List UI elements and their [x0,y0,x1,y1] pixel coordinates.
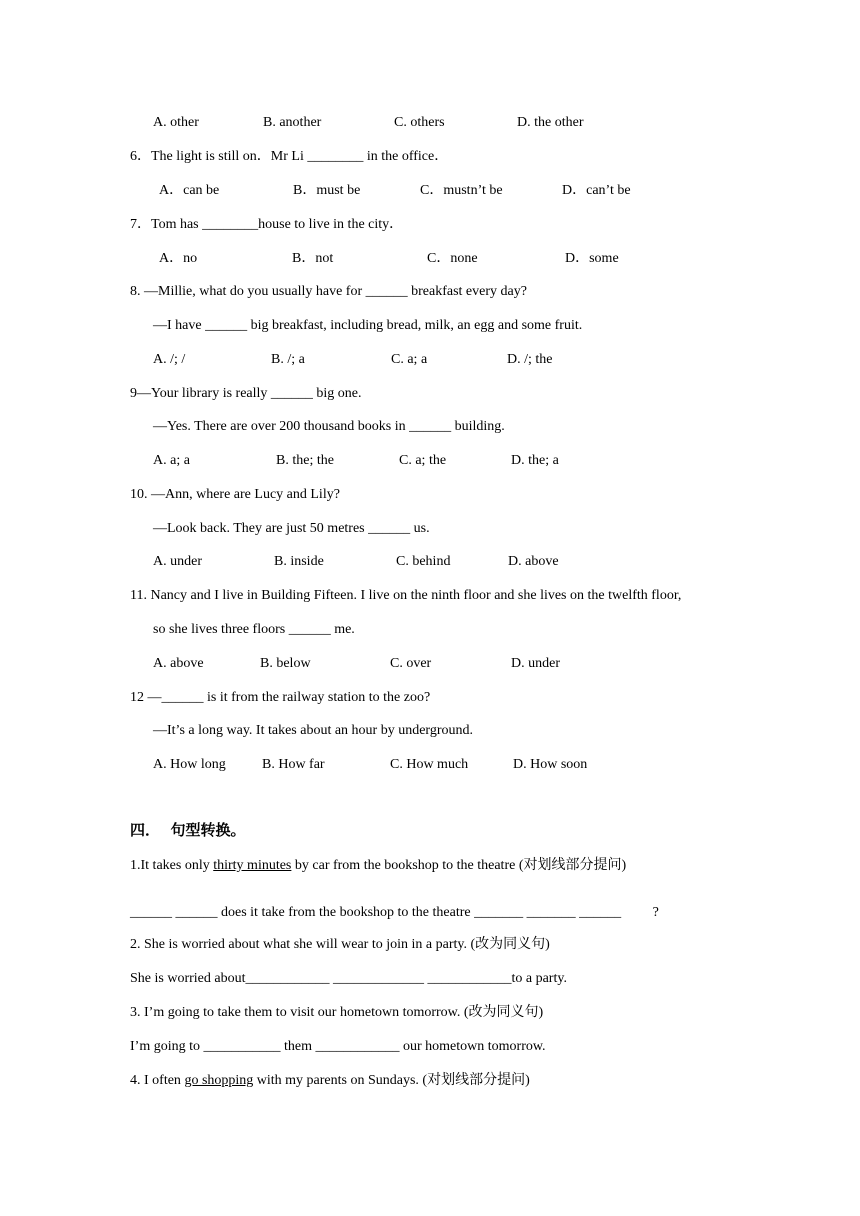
section-heading: 四． 句型转换。 [130,821,246,839]
q11-stem: 11. Nancy and I live in Building Fifteen. I live on the ninth floor and she lives on the twelfth floor, [130,588,682,603]
t3-answer-line: I’m going to ___________ them ____________ our hometown tomorrow. [130,1039,546,1054]
q12-option-c: C. How much [390,757,469,772]
t4-stem-pre: 4. I often [130,1073,185,1088]
q6-option-c: C．mustn’t be [420,183,503,198]
q5-option-c: C. others [394,115,445,130]
q7-option-b: B．not [292,251,334,266]
q12-stem: 12 —______ is it from the railway station to the zoo? [130,690,431,705]
q8-option-b: B. /; a [271,352,305,367]
t1-answer-line: ______ ______ does it take from the bookshop to the theatre _______ _______ ______ ? [130,905,659,920]
q7-stem: 7．Tom has ________house to live in the city． [130,217,404,232]
q10-option-b: B. inside [274,554,324,569]
t4-underlined-phrase: go shopping [184,1073,254,1088]
q9-line2: —Yes. There are over 200 thousand books in ______ building. [153,419,505,434]
q6-option-a: A．can be [159,183,220,198]
q9-stem: 9—Your library is really ______ big one. [130,386,362,401]
q10-line2: —Look back. They are just 50 metres ______ us. [153,521,430,536]
q8-option-d: D. /; the [507,352,553,367]
t1-stem-pre: 1.It takes only [130,858,214,873]
q7-option-c: C．none [427,251,478,266]
q5-option-b: B. another [263,115,322,130]
q6-option-d: D．can’t be [562,183,631,198]
q8-stem: 8. —Millie, what do you usually have for ______ breakfast every day? [130,284,527,299]
q11-option-d: D. under [511,656,560,671]
q8-option-c: C. a; a [391,352,428,367]
q11-option-c: C. over [390,656,432,671]
q7-option-a: A．no [159,251,198,266]
q11-option-a: A. above [153,656,204,671]
q10-option-a: A. under [153,554,202,569]
t3-stem: 3. I’m going to take them to visit our hometown tomorrow. (改为同义句) [130,1005,544,1020]
q5-option-d: D. the other [517,115,584,130]
q9-option-d: D. the; a [511,453,559,468]
t4-stem-post: with my parents on Sundays. (对划线部分提问) [253,1073,530,1088]
q12-option-d: D. How soon [513,757,588,772]
t2-stem: 2. She is worried about what she will wear to join in a party. (改为同义句) [130,937,550,952]
q12-option-b: B. How far [262,757,325,772]
q12-option-a: A. How long [153,757,226,772]
q10-option-d: D. above [508,554,559,569]
q9-option-c: C. a; the [399,453,447,468]
q9-option-a: A. a; a [153,453,190,468]
q7-option-d: D．some [565,251,619,266]
t1-stem-post: by car from the bookshop to the theatre (对划线部分提问) [291,858,627,873]
q6-stem: 6．The light is still on．Mr Li ________ in the office． [130,149,449,164]
q11-line2: so she lives three floors ______ me. [153,622,355,637]
q10-option-c: C. behind [396,554,451,569]
q8-option-a: A. /; / [153,352,186,367]
q5-option-a: A. other [153,115,199,130]
q9-option-b: B. the; the [276,453,334,468]
t1-stem [130,857,626,874]
t4-stem [130,1072,530,1089]
q6-option-b: B．must be [293,183,361,198]
q11-option-b: B. below [260,656,311,671]
q10-stem: 10. —Ann, where are Lucy and Lily? [130,487,340,502]
q8-line2: —I have ______ big breakfast, including bread, milk, an egg and some fruit. [153,318,583,333]
q12-line2: —It’s a long way. It takes about an hour by underground. [153,723,473,738]
t1-underlined-phrase: thirty minutes [213,858,292,873]
t2-answer-line: She is worried about____________ _____________ ____________to a party. [130,971,567,986]
